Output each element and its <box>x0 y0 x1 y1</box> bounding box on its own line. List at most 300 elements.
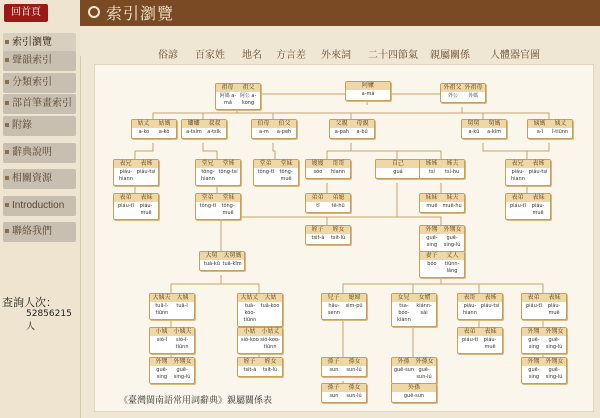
kin-connector <box>203 143 217 159</box>
kin-node-body <box>196 168 240 185</box>
visitor-count: 52856215人 <box>26 309 72 332</box>
kin-term[interactable]: 大舅媽 <box>223 252 242 259</box>
tab-3[interactable]: 方言差 <box>276 50 306 61</box>
kin-term[interactable]: 母親 <box>356 120 369 127</box>
kin-node-body <box>252 128 296 138</box>
kin-node-body <box>306 168 350 178</box>
kin-node-header <box>322 384 366 392</box>
bullet-icon <box>5 101 9 105</box>
kin-pronunciation: 外公 <box>447 93 458 99</box>
kin-pronunciation: sió-î-tiūnn <box>175 337 189 350</box>
kin-node <box>457 327 503 354</box>
sidebar-item-0[interactable] <box>3 33 76 53</box>
kin-node <box>113 193 159 220</box>
kin-node-body <box>392 392 436 402</box>
kin-pronunciation: piáu-hiann <box>510 169 525 182</box>
kin-node-header <box>216 84 260 92</box>
kin-term[interactable]: 表姊 <box>532 160 545 167</box>
page-title: 索引瀏覽 <box>106 4 175 23</box>
bullet-icon <box>5 176 9 180</box>
kin-pronunciation: tông-tī <box>199 203 217 209</box>
kin-node-body <box>458 302 502 319</box>
kin-node <box>505 193 551 220</box>
tab-1[interactable]: 百家姓 <box>195 50 225 61</box>
kin-node <box>237 327 283 354</box>
kin-pronunciation: guē-sing-lú <box>545 367 563 380</box>
kin-pronunciation: a-tsik <box>207 129 221 135</box>
kin-term[interactable]: 父親 <box>335 120 348 127</box>
tab-0[interactable]: 俗諺 <box>158 50 178 61</box>
kin-pronunciation: tsit-lú <box>330 235 346 241</box>
bullet-icon <box>5 150 9 154</box>
kin-node-header <box>196 194 240 202</box>
kin-node <box>305 193 351 213</box>
kin-term[interactable]: 伯父 <box>278 120 291 127</box>
kin-node-body <box>376 168 420 178</box>
kin-term[interactable]: 堂妹 <box>222 194 235 201</box>
kin-node <box>131 119 177 139</box>
kin-node-header <box>200 252 244 260</box>
kin-term[interactable]: 大姑 <box>264 294 277 301</box>
kin-connector <box>527 143 549 159</box>
kin-node-body <box>322 392 366 402</box>
kin-node <box>391 383 437 403</box>
kin-term[interactable]: 外甥女 <box>443 226 462 233</box>
kin-node-body <box>322 302 366 319</box>
kin-term[interactable]: 堂妹 <box>280 160 293 167</box>
kin-term[interactable]: 外甥女 <box>545 358 564 365</box>
kin-term[interactable]: 嫂嫂 <box>311 160 324 167</box>
kin-term[interactable]: 妹夫 <box>446 194 459 201</box>
kin-node <box>195 159 241 186</box>
kin-term[interactable]: 嬸嬸 <box>187 120 200 127</box>
kin-term[interactable]: 堂弟 <box>201 194 214 201</box>
kin-node-body <box>216 92 260 109</box>
kin-node-header <box>322 294 366 302</box>
kin-pronunciation: tsa-bóo-kiánn <box>397 303 411 323</box>
kin-term[interactable]: 外甥 <box>425 226 438 233</box>
kin-pronunciation: guē-sun <box>393 367 415 373</box>
kin-node-body <box>150 366 194 383</box>
sidebar-item-label: 分類索引 <box>12 77 52 88</box>
kin-pronunciation: guē-sing <box>528 337 540 350</box>
sidebar-item-label: 聯絡我們 <box>12 226 52 237</box>
bullet-icon <box>5 80 9 84</box>
kin-pronunciation: a-tsím <box>186 129 202 135</box>
kin-node <box>215 83 261 110</box>
kin-term[interactable]: 姊姊 <box>425 160 438 167</box>
kin-term[interactable]: 外祖母 <box>464 84 483 91</box>
kin-pronunciation: tē-hū <box>331 203 345 209</box>
kin-node <box>419 225 465 252</box>
kin-term[interactable]: 孫女 <box>348 384 361 391</box>
kin-pronunciation: tiūnn-lâng <box>444 261 460 274</box>
kin-term[interactable]: 大姨 <box>176 294 189 301</box>
kin-pronunciation: a-î <box>536 129 544 135</box>
kin-pronunciation: hāu-senn <box>327 303 340 316</box>
kin-term[interactable]: 堂姊 <box>222 160 235 167</box>
kin-term[interactable]: 外甥 <box>155 358 168 365</box>
kin-term[interactable]: 表哥 <box>463 294 476 301</box>
kin-node-header <box>376 160 420 168</box>
bullet-icon <box>5 229 9 233</box>
kin-term[interactable]: 表弟 <box>511 194 524 201</box>
kin-node-body <box>441 92 485 102</box>
kin-node-body <box>392 302 436 326</box>
sidebar-item-7[interactable] <box>3 196 76 216</box>
kin-term[interactable]: 弟弟 <box>311 194 324 201</box>
diagram-caption: 《臺灣閩南語常用詞辭典》親屬關係表 <box>119 396 273 406</box>
kin-term[interactable]: 舅舅 <box>467 120 480 127</box>
bullet-icon <box>5 203 9 207</box>
home-button[interactable]: 回首頁 <box>4 4 48 22</box>
kin-term[interactable]: 自己 <box>391 160 404 167</box>
tab-5[interactable]: 二十四節氣 <box>368 50 418 61</box>
kin-pronunciation: hiann <box>331 169 346 175</box>
sidebar-item-label: 索引瀏覽 <box>12 37 52 48</box>
kin-term[interactable]: 丈人 <box>446 252 459 259</box>
kin-node-header <box>306 194 350 202</box>
kin-pronunciation: tsit-á <box>243 367 257 373</box>
kin-term[interactable]: 堂弟 <box>259 160 272 167</box>
kin-pronunciation: piáu-tsí <box>136 169 156 175</box>
kin-node-body <box>522 366 566 383</box>
sidebar-item-label: 辭典說明 <box>12 147 52 158</box>
kin-pronunciation: sun <box>329 393 339 399</box>
kin-node <box>321 357 367 377</box>
kin-pronunciation: sóo <box>313 169 323 175</box>
kin-pronunciation: piáu-muē <box>483 337 497 350</box>
kin-pronunciation: sun-lú <box>346 393 362 399</box>
kin-pronunciation: a-pah <box>334 129 350 135</box>
kin-term[interactable]: 姪女 <box>264 358 277 365</box>
kin-node-header <box>522 294 566 302</box>
kin-node <box>149 357 195 384</box>
kin-node-body <box>182 128 226 138</box>
kin-term[interactable]: 姪子 <box>243 358 256 365</box>
kin-term[interactable]: 舅媽 <box>488 120 501 127</box>
kin-pronunciation: piáu-tī <box>461 337 478 343</box>
kin-node-header <box>420 252 464 260</box>
kin-node-body <box>322 366 366 376</box>
kin-term[interactable]: 表姊 <box>140 160 153 167</box>
kin-pronunciation: muē <box>426 203 438 209</box>
kin-term[interactable]: 兒子 <box>327 294 340 301</box>
kin-node <box>521 293 567 320</box>
kin-node-body <box>462 128 506 138</box>
kin-node-body <box>330 128 374 138</box>
bullet-icon <box>5 123 9 127</box>
sidebar-item-label: Introduction <box>12 200 65 211</box>
sidebar-item-2[interactable] <box>3 73 76 93</box>
kin-connector <box>327 143 351 159</box>
sidebar-item-5[interactable] <box>3 143 76 163</box>
kin-term[interactable]: 表兄 <box>511 160 524 167</box>
kin-pronunciation: tông-muē <box>279 169 293 182</box>
kin-node-body <box>150 302 194 319</box>
kin-term[interactable]: 小姑丈 <box>261 328 280 335</box>
sidebar-item-4[interactable] <box>3 116 76 136</box>
kin-node-header <box>441 84 485 92</box>
kin-node-header <box>238 294 282 302</box>
kin-pronunciation: a-bú <box>356 129 368 135</box>
kin-pronunciation: sió-koo-tiūnn <box>260 337 280 350</box>
kin-term[interactable]: 小姑 <box>243 328 256 335</box>
kin-pronunciation: a-ko <box>138 129 150 135</box>
kin-term[interactable]: 表妹 <box>532 194 545 201</box>
kin-term[interactable]: 大姨夫 <box>152 294 171 301</box>
kin-node-header <box>114 194 158 202</box>
kin-node-header <box>420 194 464 202</box>
kin-term[interactable]: 孫女 <box>348 358 361 365</box>
kin-term[interactable]: 伯母 <box>257 120 270 127</box>
kin-pronunciation: a-peh <box>276 129 292 135</box>
kin-node-header <box>506 160 550 168</box>
tab-6[interactable]: 親屬關係 <box>430 50 470 61</box>
kin-term[interactable]: 表妹 <box>140 194 153 201</box>
kin-term[interactable]: 表弟 <box>527 294 540 301</box>
kin-node-header <box>458 328 502 336</box>
kin-node-header <box>150 294 194 302</box>
kin-node-body <box>238 302 282 326</box>
kin-node <box>237 357 283 377</box>
kin-pronunciation: piáu-tsí <box>480 303 500 309</box>
kin-node <box>505 159 551 186</box>
kin-node-body <box>522 336 566 353</box>
kin-term[interactable]: 女婿 <box>418 294 431 301</box>
kin-node-header <box>252 120 296 128</box>
kin-connector <box>483 143 527 159</box>
kin-pronunciation: kiánn-sài <box>416 303 432 316</box>
kin-term[interactable]: 叔叔 <box>208 120 221 127</box>
kin-node <box>251 119 297 139</box>
kin-term[interactable]: 大舅 <box>205 252 218 259</box>
kin-term[interactable]: 姑丈 <box>137 120 150 127</box>
kin-pronunciation: piáu-muē <box>547 303 561 316</box>
kin-connector <box>462 107 549 119</box>
kin-node-body <box>522 302 566 319</box>
kin-pronunciation: a-kū <box>468 129 480 135</box>
kin-term[interactable]: 姊夫 <box>446 160 459 167</box>
kin-node-body <box>420 260 464 277</box>
kin-term[interactable]: 外孫 <box>397 358 410 365</box>
kin-node <box>253 159 299 186</box>
kin-term[interactable]: 表妹 <box>484 328 497 335</box>
kin-pronunciation: tuā-kóo-tiūnn <box>243 303 257 323</box>
kin-node <box>527 119 573 139</box>
kin-node <box>199 251 245 271</box>
kin-node-body <box>420 168 464 178</box>
bullet-icon <box>5 58 9 62</box>
kin-pronunciation: guē-sing <box>528 367 540 380</box>
sidebar <box>0 0 81 418</box>
kin-term[interactable]: 外甥 <box>527 358 540 365</box>
kin-node-body <box>238 336 282 353</box>
kin-pronunciation: a-kīm <box>487 129 502 135</box>
kin-pronunciation: a-kô <box>158 129 170 135</box>
kin-node <box>521 357 567 384</box>
kin-term[interactable]: 表兄 <box>119 160 132 167</box>
kin-node-header <box>506 194 550 202</box>
kin-term[interactable]: 哥哥 <box>332 160 345 167</box>
kin-term[interactable]: 大姑丈 <box>240 294 259 301</box>
kin-node-header <box>114 160 158 168</box>
kin-node-body <box>528 128 572 138</box>
kin-term[interactable]: 孫子 <box>327 384 340 391</box>
kin-pronunciation: tuā-kū <box>203 261 220 267</box>
kin-pronunciation: guē-sing-lú <box>545 337 563 350</box>
kin-term[interactable]: 小姨 <box>155 328 168 335</box>
kin-pronunciation: sun-lú <box>346 367 362 373</box>
sidebar-item-label: 附錄 <box>12 120 32 131</box>
kin-node-body <box>306 234 350 244</box>
kin-pronunciation: guē-sun-lú <box>416 367 432 380</box>
kin-node-body <box>506 202 550 219</box>
kin-node <box>457 293 503 320</box>
kin-node <box>181 119 227 139</box>
kin-node <box>305 225 351 245</box>
kin-term[interactable]: 孫子 <box>327 358 340 365</box>
kin-term[interactable]: 祖母 <box>221 84 234 91</box>
kin-node-header <box>150 328 194 336</box>
kin-term[interactable]: 妹妹 <box>425 194 438 201</box>
kin-node-body <box>392 366 436 383</box>
kin-term[interactable]: 妻子 <box>425 252 438 259</box>
kin-node-body <box>238 366 282 376</box>
kin-node <box>391 357 437 384</box>
kin-term[interactable]: 姑媽 <box>158 120 171 127</box>
bullet-icon <box>5 40 9 44</box>
kin-pronunciation: tông-muē <box>221 203 235 216</box>
tab-7[interactable]: 人體器官圖 <box>490 50 540 61</box>
kinship-diagram <box>94 64 594 412</box>
kin-term[interactable]: 媳婦 <box>348 294 361 301</box>
kin-term[interactable]: 外孫 <box>407 384 420 391</box>
kin-node-header <box>150 358 194 366</box>
kin-node <box>521 327 567 354</box>
kin-pronunciation: tông-tī <box>257 169 275 175</box>
kin-node-body <box>132 128 176 138</box>
kin-term[interactable]: 姨媽 <box>533 120 546 127</box>
kin-term[interactable]: 阿嬤 <box>361 82 374 89</box>
sidebar-item-1[interactable] <box>3 51 76 71</box>
kin-connector <box>221 275 259 293</box>
tab-2[interactable]: 地名 <box>242 50 262 61</box>
sidebar-item-8[interactable] <box>3 222 76 242</box>
kin-node-header <box>420 226 464 234</box>
kin-pronunciation: tuā-koo <box>260 303 280 309</box>
kin-term[interactable]: 外甥女 <box>545 328 564 335</box>
kin-node-header <box>196 160 240 168</box>
kin-pronunciation: a-m <box>259 129 269 135</box>
kin-pronunciation: guē-sun <box>403 393 425 399</box>
kin-pronunciation: sim-pū <box>345 303 363 309</box>
visitor-label: 查詢人次： <box>2 296 57 309</box>
kin-node-body <box>114 202 158 219</box>
kin-term[interactable]: 祖父 <box>242 84 255 91</box>
kin-connector <box>273 143 275 159</box>
kin-term[interactable]: 表姊 <box>484 294 497 301</box>
kin-connector <box>171 275 221 293</box>
tab-4[interactable]: 外來詞 <box>321 50 351 61</box>
sidebar-item-6[interactable] <box>3 169 76 189</box>
kin-node <box>419 251 465 278</box>
kin-node <box>419 159 465 179</box>
kin-node <box>329 119 375 139</box>
kin-pronunciation: piáu-tī <box>509 203 526 209</box>
kin-pronunciation: piáu-muē <box>139 203 153 216</box>
kin-node <box>149 327 195 354</box>
kin-pronunciation: tuā-kīm <box>222 261 242 267</box>
page-header <box>80 0 600 26</box>
kin-pronunciation: guá <box>393 169 403 175</box>
kin-node <box>237 293 283 327</box>
kin-node-header <box>182 120 226 128</box>
kin-term[interactable]: 外祖父 <box>443 84 462 91</box>
kin-term[interactable]: 姪女 <box>332 226 345 233</box>
kin-node-header <box>238 328 282 336</box>
kin-term[interactable]: 外孫女 <box>415 358 434 365</box>
kin-pronunciation: bóo <box>427 261 437 267</box>
kin-connector <box>135 143 153 159</box>
kin-node-body <box>420 234 464 251</box>
kin-term[interactable]: 姪子 <box>311 226 324 233</box>
kin-term[interactable]: 堂兄 <box>201 160 214 167</box>
kin-connector <box>351 107 462 119</box>
kin-term[interactable]: 姨丈 <box>554 120 567 127</box>
kin-node <box>391 293 437 327</box>
kin-pronunciation: piáu-tsí <box>528 169 548 175</box>
kin-node-header <box>330 120 374 128</box>
kin-node-body <box>346 90 390 100</box>
kin-term[interactable]: 小姨夫 <box>173 328 192 335</box>
kin-term[interactable]: 外甥 <box>527 328 540 335</box>
sidebar-item-label: 部首筆畫索引 <box>12 98 72 109</box>
kin-pronunciation: 阿公 a-kong <box>239 93 257 106</box>
kin-node-header <box>458 294 502 302</box>
kin-pronunciation: tuā-î <box>176 303 188 309</box>
page-title-icon <box>88 6 100 18</box>
kin-node <box>305 159 351 179</box>
kin-pronunciation: sió-î <box>156 337 168 343</box>
kin-node <box>419 193 465 213</box>
sidebar-item-label: 相關資源 <box>12 173 52 184</box>
kin-term[interactable]: 弟媳 <box>332 194 345 201</box>
kin-pronunciation: tuā-î-tiūnn <box>155 303 169 316</box>
kin-node-header <box>306 160 350 168</box>
kin-term[interactable]: 表弟 <box>119 194 132 201</box>
kin-node-body <box>196 202 240 219</box>
kin-term[interactable]: 外甥女 <box>173 358 192 365</box>
kin-node-body <box>114 168 158 185</box>
kin-pronunciation: 外媽 <box>468 93 479 99</box>
kin-node-header <box>528 120 572 128</box>
category-tabs <box>80 26 600 61</box>
sidebar-item-3[interactable] <box>3 94 76 114</box>
kin-node-header <box>254 160 298 168</box>
kin-term[interactable]: 女兒 <box>397 294 410 301</box>
kin-node-body <box>506 168 550 185</box>
kin-pronunciation: piáu-hiann <box>118 169 133 182</box>
kin-pronunciation: tsit-á <box>311 235 325 241</box>
kin-node-header <box>522 358 566 366</box>
kin-node-header <box>392 358 436 366</box>
sidebar-item-label: 聲韻索引 <box>12 55 52 66</box>
kin-node-body <box>458 336 502 353</box>
kin-node-header <box>132 120 176 128</box>
kin-term[interactable]: 表妹 <box>548 294 561 301</box>
kin-term[interactable]: 表弟 <box>463 328 476 335</box>
